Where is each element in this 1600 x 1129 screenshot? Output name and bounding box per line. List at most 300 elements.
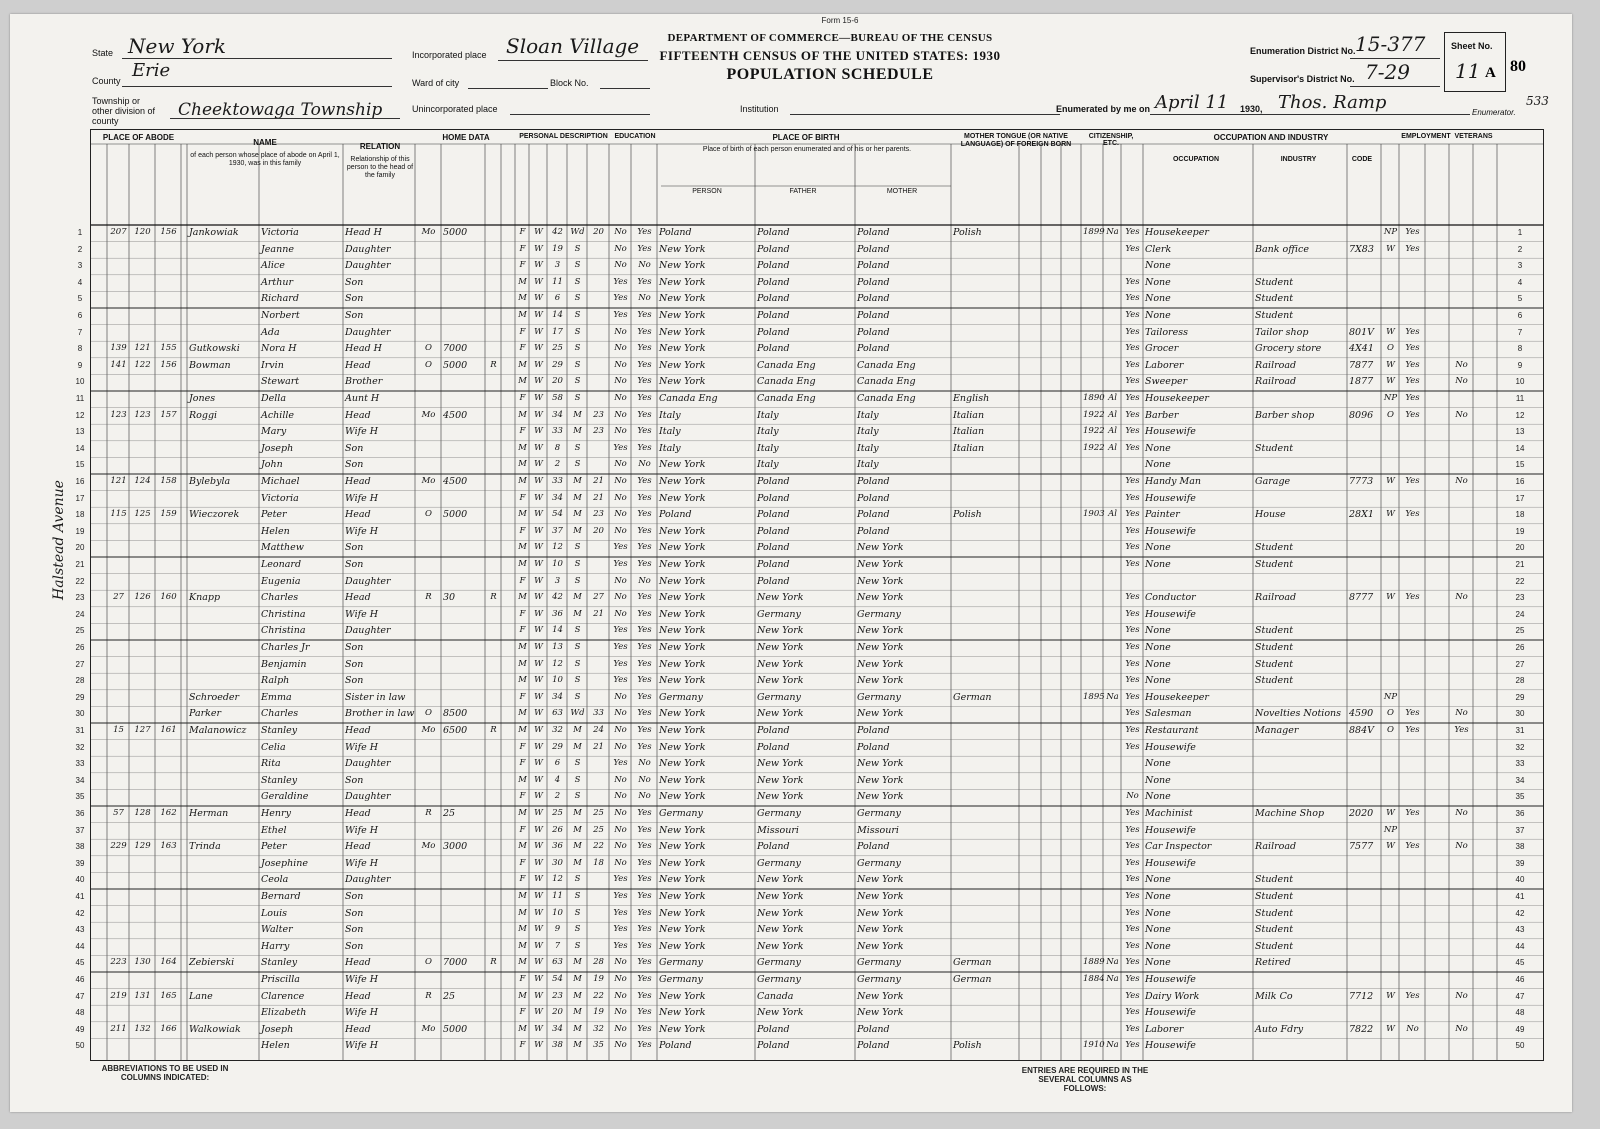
- group-abode: PLACE OF ABODE: [102, 133, 175, 142]
- cell-occ: None: [1145, 542, 1171, 554]
- cell-fbp: Poland: [757, 542, 790, 554]
- cell-mbp: Poland: [857, 260, 890, 272]
- row-number: 10: [75, 377, 85, 387]
- cell-rel: Head: [345, 409, 371, 421]
- cell-eng: Yes: [1125, 841, 1140, 852]
- cell-mbp: New York: [857, 758, 904, 770]
- cell-given: Victoria: [261, 227, 299, 238]
- cell-fbp: New York: [757, 658, 804, 670]
- cell-age: 10: [552, 559, 563, 569]
- cell-bp: New York: [659, 841, 706, 853]
- cell-fam: 129: [134, 841, 151, 852]
- cell-race: W: [534, 376, 543, 387]
- cell-mbp: New York: [857, 559, 904, 570]
- cell-eng: Yes: [1125, 343, 1140, 354]
- cell-rel: Wife H: [345, 974, 379, 985]
- cell-rel: Head: [345, 359, 371, 371]
- cell-val: 5000: [443, 359, 468, 371]
- cell-code: 7712: [1349, 990, 1374, 1002]
- cell-sex: M: [518, 476, 527, 486]
- cell-cw: W: [1386, 326, 1395, 337]
- cell-race: W: [534, 326, 543, 337]
- row-number: 15: [75, 460, 85, 470]
- row-number-right: 26: [1515, 643, 1525, 652]
- cell-mbp: Poland: [857, 326, 890, 338]
- cell-emp: Yes: [1405, 409, 1420, 420]
- row-number-right: 13: [1515, 427, 1525, 437]
- cell-read: Yes: [637, 376, 652, 387]
- row-number: 27: [75, 659, 85, 669]
- cell-read: No: [638, 293, 651, 304]
- cell-sch: No: [614, 326, 627, 337]
- cell-sch: Yes: [613, 625, 628, 636]
- cell-age: 12: [552, 874, 563, 885]
- cell-age: 14: [552, 625, 563, 636]
- cell-sch: No: [614, 608, 627, 619]
- cell-ind: Student: [1255, 310, 1294, 321]
- enumerator-label: Enumerator.: [1472, 108, 1516, 117]
- cell-nat: Al: [1108, 409, 1117, 420]
- cell-race: W: [534, 974, 543, 984]
- cell-eng: Yes: [1125, 276, 1140, 287]
- cell-vis: 164: [160, 957, 177, 968]
- cell-fbp: Poland: [757, 260, 790, 272]
- cell-read: Yes: [637, 359, 652, 370]
- cell-sex: F: [519, 874, 526, 885]
- row-number: 8: [77, 344, 83, 354]
- cell-occ: Conductor: [1145, 592, 1196, 604]
- cell-rel: Son: [345, 293, 364, 305]
- cell-read: No: [638, 575, 651, 586]
- cell-bp: Poland: [659, 227, 692, 238]
- cell-nat: Al: [1108, 393, 1117, 403]
- cell-race: W: [534, 542, 543, 553]
- cell-age: 17: [552, 326, 563, 337]
- cell-mbp: Poland: [857, 492, 890, 504]
- cell-given: Josephine: [261, 857, 309, 869]
- cell-sur: Knapp: [189, 592, 221, 604]
- row-number-right: 24: [1515, 609, 1525, 619]
- birth-person-header: PERSON: [692, 188, 722, 195]
- cell-vis: 162: [160, 808, 177, 818]
- cell-sur: Trinda: [189, 841, 221, 853]
- cell-age: 14: [552, 310, 563, 320]
- cell-fbp: New York: [757, 791, 804, 803]
- cell-vet: No: [1455, 808, 1468, 818]
- cell-fam: 120: [134, 227, 151, 237]
- cell-fbp: Poland: [757, 310, 790, 321]
- cell-age: 11: [552, 276, 563, 287]
- cell-fbp: Germany: [757, 608, 801, 620]
- cell-age: 34: [552, 492, 563, 503]
- institution-label: Institution: [740, 104, 779, 114]
- cell-occ: Restaurant: [1145, 725, 1199, 736]
- row-number: 24: [75, 609, 85, 619]
- county-label: County: [92, 76, 121, 86]
- cell-age: 8: [554, 442, 561, 453]
- cell-rel: Son: [345, 658, 364, 670]
- cell-age: 34: [552, 1023, 563, 1034]
- cell-fbp: Poland: [757, 509, 790, 521]
- cell-sch: No: [614, 227, 627, 237]
- relation-description: Relationship of this person to the head of the family: [346, 156, 414, 179]
- cell-occ: Painter: [1145, 509, 1180, 521]
- cell-bp: New York: [659, 990, 706, 1002]
- cell-bp: New York: [659, 891, 706, 902]
- cell-imm: 1895: [1083, 691, 1105, 702]
- cell-sex: M: [518, 559, 527, 569]
- code-header: CODE: [1351, 156, 1373, 163]
- cell-bp: New York: [659, 758, 706, 770]
- row-number: 9: [77, 360, 83, 370]
- cell-occ: None: [1145, 642, 1171, 653]
- cell-own: Mo: [421, 227, 436, 237]
- cell-sur: Jones: [189, 393, 216, 404]
- cell-age: 6: [554, 293, 561, 304]
- cell-fbp: Poland: [757, 276, 790, 288]
- cell-nat: Na: [1106, 1040, 1119, 1051]
- cell-sex: M: [518, 459, 527, 470]
- row-number: 30: [75, 709, 85, 719]
- cell-val: 8500: [443, 708, 468, 720]
- cell-age: 38: [552, 1040, 563, 1051]
- row-number-right: 25: [1515, 626, 1525, 636]
- cell-rel: Wife H: [345, 608, 379, 620]
- cell-sex: F: [519, 260, 526, 271]
- cell-mar: S: [574, 459, 581, 470]
- cell-given: Helen: [261, 525, 290, 537]
- cell-ind: Student: [1255, 891, 1294, 902]
- cell-sch: No: [614, 1040, 627, 1051]
- row-number: 36: [75, 809, 85, 818]
- cell-age: 4: [554, 774, 561, 785]
- cell-mar: M: [573, 426, 582, 437]
- cell-mbp: Poland: [857, 227, 890, 238]
- cell-tongue: Polish: [953, 1040, 982, 1052]
- cell-code: 4X41: [1349, 343, 1374, 355]
- cell-bp: New York: [659, 824, 706, 836]
- cell-ind: Student: [1255, 276, 1294, 288]
- cell-bp: New York: [659, 559, 706, 570]
- row-number-right: 14: [1515, 443, 1525, 453]
- cell-mbp: Italy: [857, 409, 879, 421]
- cell-emp: Yes: [1405, 393, 1420, 403]
- ed-label: Enumeration District No.: [1250, 46, 1356, 56]
- cell-bp: New York: [659, 492, 706, 504]
- cell-mar: M: [573, 476, 582, 486]
- cell-rel: Son: [345, 559, 364, 570]
- cell-sch: No: [614, 957, 627, 968]
- cell-bp: New York: [659, 592, 706, 604]
- cell-race: W: [534, 1040, 543, 1051]
- cell-fbp: New York: [757, 708, 804, 720]
- cell-cw: O: [1387, 725, 1394, 735]
- cell-bp: New York: [659, 907, 706, 919]
- cell-read: Yes: [637, 592, 652, 603]
- group-birth: PLACE OF BIRTH: [772, 133, 840, 142]
- cell-ind: Student: [1255, 924, 1294, 936]
- group-personal: PERSONAL DESCRIPTION: [519, 133, 608, 140]
- cell-fbp: Poland: [757, 741, 790, 753]
- cell-sch: No: [614, 476, 627, 486]
- cell-am: 23: [593, 409, 604, 420]
- cell-read: Yes: [637, 841, 652, 852]
- cell-mbp: New York: [857, 791, 904, 803]
- cell-vis: 161: [160, 725, 177, 735]
- cell-read: Yes: [637, 924, 652, 935]
- cell-rel: Son: [345, 940, 364, 952]
- cell-rel: Head: [345, 725, 371, 736]
- cell-age: 54: [552, 974, 563, 984]
- cell-occ: None: [1145, 625, 1171, 637]
- cell-race: W: [534, 260, 543, 271]
- cell-sch: No: [614, 774, 627, 785]
- census-sheet: [10, 14, 1572, 1112]
- cell-eng: Yes: [1125, 741, 1140, 752]
- cell-bp: Poland: [659, 1040, 692, 1052]
- cell-fbp: Missouri: [757, 824, 799, 836]
- cell-emp: Yes: [1405, 243, 1420, 254]
- cell-given: Stanley: [261, 725, 298, 736]
- cell-emp: Yes: [1405, 592, 1420, 603]
- cell-rel: Son: [345, 642, 364, 653]
- cell-given: Norbert: [261, 310, 300, 321]
- cell-eng: Yes: [1125, 442, 1140, 453]
- cell-eng: Yes: [1125, 1007, 1140, 1018]
- cell-rel: Daughter: [345, 791, 391, 803]
- row-number: 29: [75, 692, 85, 702]
- cell-own: Mo: [421, 1023, 436, 1034]
- cell-read: No: [638, 758, 651, 769]
- cell-fam: 131: [134, 990, 151, 1001]
- cell-sch: No: [614, 691, 627, 702]
- cell-age: 7: [554, 940, 561, 951]
- cell-race: W: [534, 990, 543, 1001]
- cell-age: 42: [552, 227, 563, 237]
- cell-age: 33: [552, 426, 563, 437]
- cell-age: 23: [552, 990, 563, 1001]
- cell-occ: Handy Man: [1145, 476, 1202, 487]
- cell-race: W: [534, 343, 543, 354]
- cell-read: Yes: [637, 940, 652, 951]
- cell-rel: Head: [345, 592, 371, 604]
- cell-occ: None: [1145, 940, 1171, 952]
- cell-sex: M: [518, 957, 527, 968]
- cell-mar: S: [574, 326, 581, 337]
- cell-code: 801V: [1349, 326, 1374, 338]
- cell-mbp: Germany: [857, 957, 901, 969]
- cell-ind: House: [1255, 509, 1286, 521]
- row-number: 12: [75, 410, 85, 420]
- cell-given: Christina: [261, 625, 306, 637]
- cell-eng: Yes: [1125, 1023, 1140, 1034]
- cell-eng: Yes: [1125, 326, 1140, 337]
- cell-sch: No: [614, 974, 627, 984]
- cell-occ: None: [1145, 260, 1171, 272]
- cell-mar: S: [574, 243, 581, 254]
- cell-sch: No: [614, 575, 627, 586]
- cell-vis: 163: [160, 841, 177, 852]
- sheet-label: Sheet No.: [1451, 41, 1493, 51]
- cell-race: W: [534, 492, 543, 503]
- cell-emp: Yes: [1405, 808, 1420, 818]
- cell-sch: No: [614, 990, 627, 1001]
- row-number: 17: [75, 493, 85, 503]
- cell-mar: S: [574, 891, 581, 901]
- row-number: 47: [75, 991, 85, 1001]
- cell-mbp: Canada Eng: [857, 376, 916, 388]
- cell-own: Mo: [421, 409, 436, 420]
- row-number-right: 32: [1515, 742, 1525, 752]
- cell-occ: None: [1145, 907, 1171, 919]
- cell-imm: 1922: [1083, 442, 1105, 453]
- cell-fbp: Canada Eng: [757, 359, 816, 371]
- cell-sur: Jankowiak: [189, 227, 239, 238]
- cell-race: W: [534, 891, 543, 901]
- row-number: 40: [75, 875, 85, 885]
- row-number-right: 21: [1515, 560, 1525, 569]
- cell-mar: M: [573, 824, 582, 835]
- cell-sex: M: [518, 708, 527, 719]
- cell-am: 25: [593, 808, 604, 818]
- cell-sex: F: [519, 492, 526, 503]
- cell-am: 25: [593, 824, 604, 835]
- cell-sex: F: [519, 426, 526, 437]
- cell-given: Eugenia: [261, 575, 301, 587]
- cell-cw: W: [1386, 509, 1395, 520]
- cell-race: W: [534, 774, 543, 785]
- cell-mbp: Germany: [857, 857, 901, 869]
- row-number: 28: [75, 676, 85, 686]
- cell-age: 29: [552, 359, 563, 370]
- cell-mbp: Italy: [857, 459, 879, 471]
- cell-mbp: Germany: [857, 974, 901, 985]
- cell-mbp: New York: [857, 891, 904, 902]
- cell-rel: Head: [345, 509, 371, 521]
- cell-occ: None: [1145, 658, 1171, 670]
- cell-race: W: [534, 907, 543, 918]
- cell-given: Celia: [261, 741, 286, 753]
- cell-race: W: [534, 1007, 543, 1018]
- cell-age: 54: [552, 509, 563, 520]
- cell-age: 10: [552, 907, 563, 918]
- cell-am: 20: [593, 525, 604, 536]
- cell-eng: Yes: [1125, 542, 1140, 553]
- row-number: 22: [75, 576, 85, 586]
- cell-age: 11: [552, 891, 563, 901]
- cell-dw: 219: [110, 990, 127, 1001]
- occupation-header: OCCUPATION: [1172, 156, 1220, 163]
- cell-sex: M: [518, 891, 527, 901]
- cell-val: 30: [443, 592, 456, 604]
- cell-bp: New York: [659, 658, 706, 670]
- cell-occ: None: [1145, 791, 1171, 803]
- cell-given: Achille: [261, 409, 295, 421]
- cell-mbp: New York: [857, 940, 904, 952]
- cell-sex: F: [519, 741, 526, 752]
- cell-mbp: New York: [857, 924, 904, 936]
- cell-read: Yes: [637, 808, 652, 818]
- cell-sex: F: [519, 824, 526, 835]
- cell-vet: No: [1455, 708, 1468, 719]
- row-number-right: 41: [1515, 892, 1525, 901]
- cell-age: 63: [552, 708, 563, 719]
- row-number-right: 36: [1515, 809, 1525, 818]
- cell-bp: New York: [659, 575, 706, 587]
- cell-mbp: New York: [857, 642, 904, 653]
- cell-imm: 1899: [1083, 227, 1105, 237]
- ward-label: Ward of city: [412, 78, 460, 88]
- cell-am: 35: [593, 1040, 604, 1051]
- cell-eng: Yes: [1125, 393, 1140, 403]
- name-description: of each person whose place of abode on April 1, 1930, was in this family: [190, 152, 340, 167]
- cell-rel: Daughter: [345, 575, 391, 587]
- cell-code: 28X1: [1349, 509, 1374, 521]
- cell-bp: New York: [659, 376, 706, 388]
- cell-fbp: New York: [757, 924, 804, 936]
- cell-emp: Yes: [1405, 725, 1420, 735]
- cell-bp: New York: [659, 1023, 706, 1035]
- cell-fam: 125: [134, 509, 151, 520]
- cell-ind: Barber shop: [1255, 409, 1315, 421]
- cell-dw: 123: [110, 409, 127, 420]
- cell-own: Mo: [421, 476, 436, 486]
- department-title: DEPARTMENT OF COMMERCE—BUREAU OF THE CENSUS: [667, 32, 993, 44]
- cell-sex: M: [518, 990, 527, 1001]
- cell-given: Peter: [261, 509, 287, 521]
- sheet-value: 11: [1455, 59, 1481, 83]
- cell-mbp: Germany: [857, 808, 901, 819]
- cell-ind: Student: [1255, 542, 1294, 554]
- cell-given: Ada: [261, 326, 280, 338]
- cell-race: W: [534, 808, 543, 818]
- cell-mbp: Poland: [857, 525, 890, 537]
- cell-sch: No: [614, 359, 627, 370]
- cell-fbp: Canada: [757, 990, 794, 1002]
- cell-fbp: Italy: [757, 409, 779, 421]
- row-number: 46: [75, 975, 85, 984]
- cell-read: Yes: [637, 608, 652, 619]
- sheet-stamp: 80: [1510, 58, 1526, 75]
- cell-given: Emma: [261, 691, 292, 703]
- cell-mar: M: [573, 990, 582, 1001]
- cell-mar: S: [574, 542, 581, 553]
- cell-given: Leonard: [261, 559, 302, 570]
- cell-occ: Housewife: [1145, 426, 1196, 438]
- cell-mar: M: [573, 725, 582, 735]
- cell-mar: M: [573, 492, 582, 503]
- cell-occ: None: [1145, 310, 1171, 321]
- cell-rel: Daughter: [345, 243, 391, 255]
- cell-race: W: [534, 592, 543, 603]
- cell-given: Joseph: [261, 1023, 294, 1035]
- cell-fam: 126: [134, 592, 151, 603]
- cell-race: W: [534, 509, 543, 520]
- cell-fbp: Germany: [757, 957, 801, 969]
- cell-mbp: New York: [857, 990, 904, 1002]
- cell-emp: Yes: [1405, 326, 1420, 337]
- cell-sur: Walkowiak: [189, 1023, 241, 1035]
- cell-bp: New York: [659, 1007, 706, 1019]
- cell-own: R: [425, 990, 432, 1001]
- cell-given: Ethel: [261, 824, 287, 836]
- cell-bp: New York: [659, 459, 706, 471]
- cell-mar: S: [574, 343, 581, 354]
- cell-occ: Grocer: [1145, 343, 1179, 355]
- cell-sex: M: [518, 509, 527, 520]
- cell-eng: Yes: [1125, 675, 1140, 686]
- cell-sch: Yes: [613, 758, 628, 769]
